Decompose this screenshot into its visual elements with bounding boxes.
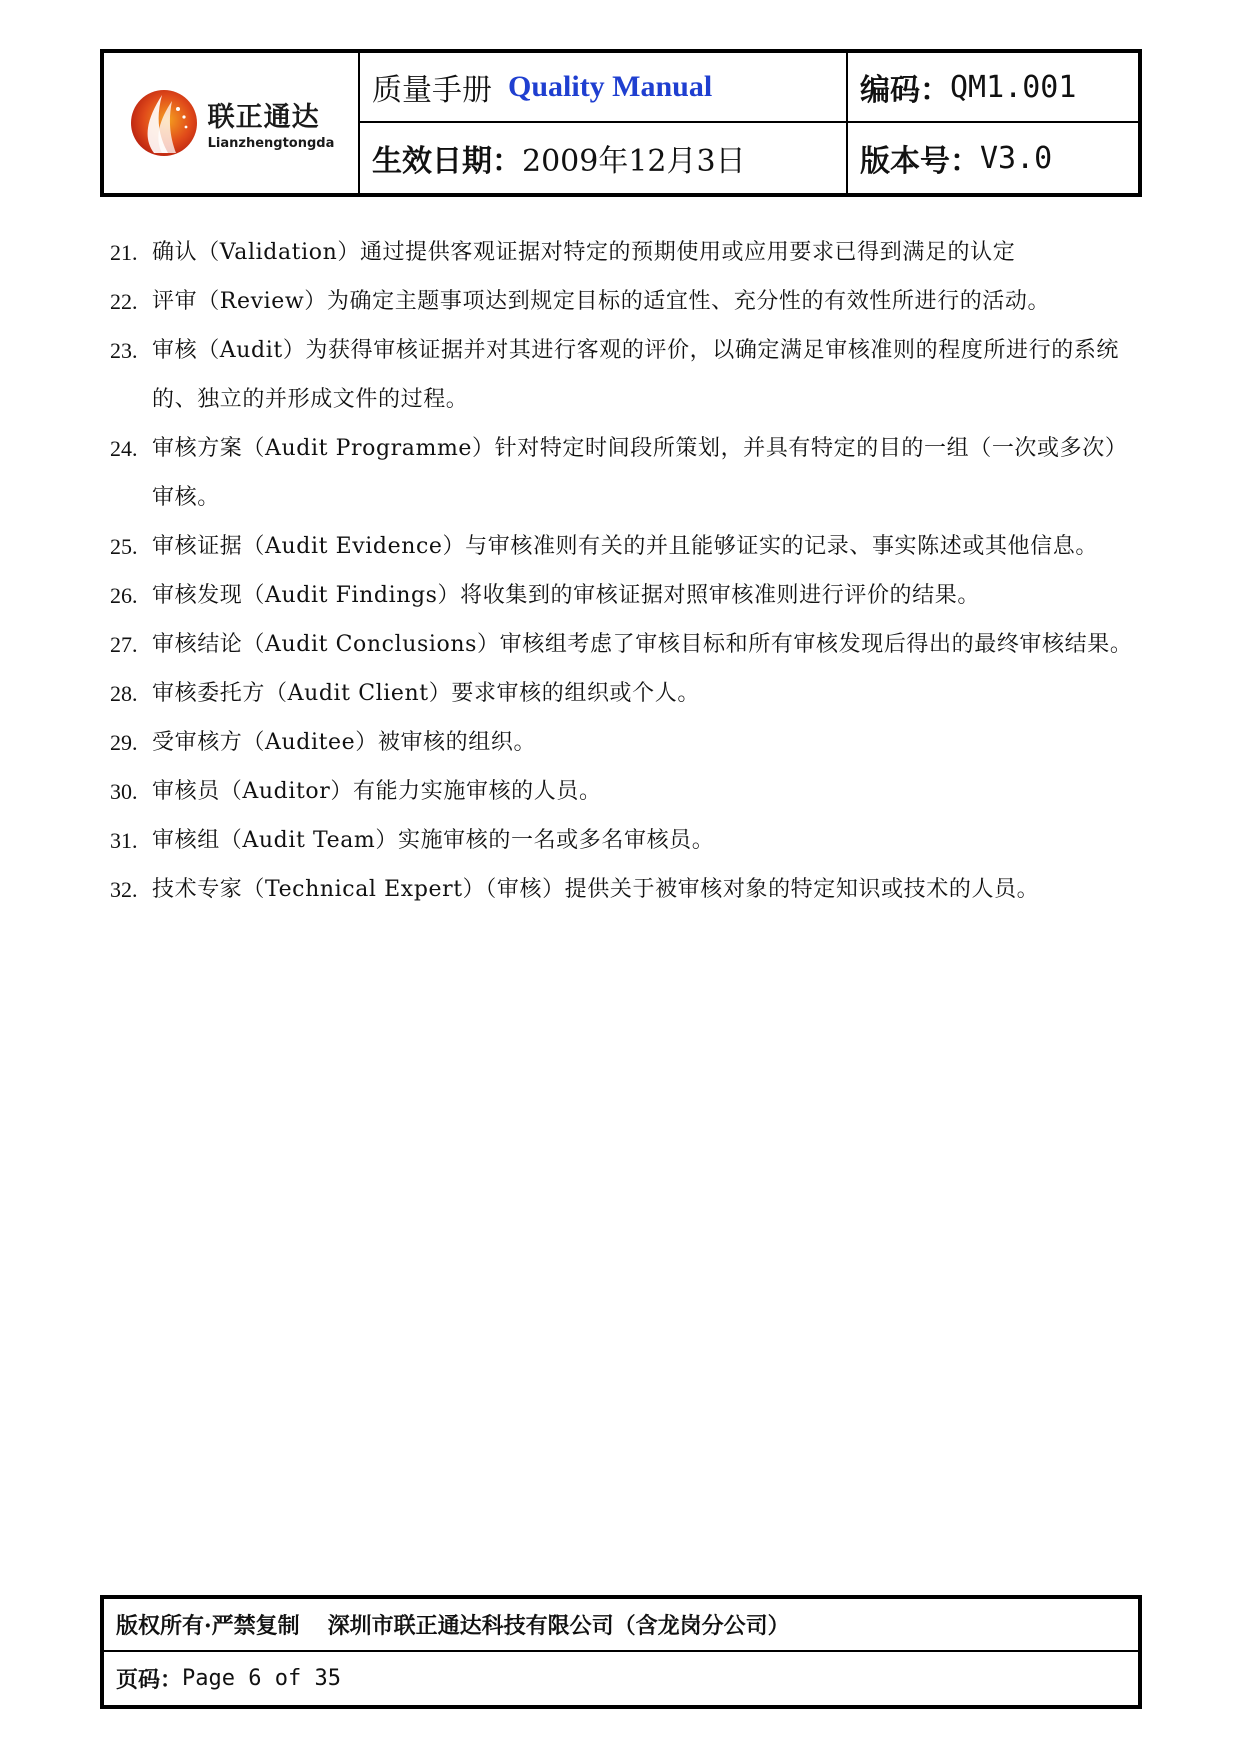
list-item <box>110 522 1140 571</box>
logo-en-text: Lianzhengtongda <box>207 136 335 151</box>
version-value: V3.0 <box>980 140 1053 176</box>
item-number: 25. <box>110 534 138 559</box>
item-number: 28. <box>110 681 138 706</box>
list-item <box>110 767 1140 816</box>
item-text: 审核结论（Audit Conclusions）审核组考虑了审核目标和所有审核发现后得出的最终审核结果。 <box>152 632 1133 657</box>
item-number: 21. <box>110 240 138 265</box>
item-number: 32. <box>110 877 138 902</box>
footer-page-row <box>104 1652 1138 1705</box>
list-item <box>110 326 1140 424</box>
logo-cell <box>104 53 360 193</box>
item-text: 审核委托方（Audit Client）要求审核的组织或个人。 <box>152 681 700 706</box>
version-cell <box>848 123 1138 193</box>
list-item <box>110 865 1140 914</box>
definitions-list <box>110 228 1140 914</box>
manual-title-cn: 质量手册 <box>372 73 492 108</box>
document-footer <box>100 1595 1142 1709</box>
item-text: 审核方案（Audit Programme）针对特定时间段所策划，并具有特定的目的一组（一次或多次）审核。 <box>152 436 1128 510</box>
item-text: 审核证据（Audit Evidence）与审核准则有关的并且能够证实的记录、事实陈述或其他信息。 <box>152 534 1098 559</box>
list-item <box>110 718 1140 767</box>
item-text: 受审核方（Auditee）被审核的组织。 <box>152 730 537 755</box>
item-number: 24. <box>110 436 138 461</box>
code-value: QM1.001 <box>950 69 1077 105</box>
item-number: 22. <box>110 289 138 314</box>
list-item <box>110 669 1140 718</box>
effective-date-cell <box>360 123 848 193</box>
item-number: 29. <box>110 730 138 755</box>
footer-copyright-row <box>104 1599 1138 1652</box>
copyright-notice: 版权所有·严禁复制 <box>116 1613 300 1639</box>
page-number: Page 6 of 35 <box>182 1666 341 1691</box>
title-cell <box>360 53 848 123</box>
effective-date-label: 生效日期： <box>372 144 522 179</box>
code-cell <box>848 53 1138 123</box>
item-text: 审核发现（Audit Findings）将收集到的审核证据对照审核准则进行评价的结果。 <box>152 583 980 608</box>
effective-date-value: 2009年12月3日 <box>522 144 746 179</box>
item-number: 31. <box>110 828 138 853</box>
item-number: 26. <box>110 583 138 608</box>
item-text: 审核（Audit）为获得审核证据并对其进行客观的评价，以确定满足审核准则的程度所进行的系统的、独立的并形成文件的过程。 <box>152 338 1120 412</box>
page-label: 页码： <box>116 1667 183 1693</box>
logo-cn-text: 联正通达 <box>207 102 320 133</box>
item-number: 27. <box>110 632 138 657</box>
company-logo <box>128 87 335 159</box>
list-item <box>110 816 1140 865</box>
item-number: 23. <box>110 338 138 363</box>
version-label: 版本号： <box>860 144 980 179</box>
item-text: 审核员（Auditor）有能力实施审核的人员。 <box>152 779 602 804</box>
list-item <box>110 424 1140 522</box>
item-text: 技术专家（Technical Expert）（审核）提供关于被审核对象的特定知识或技术的人员。 <box>152 877 1040 902</box>
list-item <box>110 620 1140 669</box>
item-text: 确认（Validation）通过提供客观证据对特定的预期使用或应用要求已得到满足的认定 <box>152 240 1016 265</box>
list-item <box>110 277 1140 326</box>
manual-title-en: Quality Manual <box>508 70 713 103</box>
item-text: 评审（Review）为确定主题事项达到规定目标的适宜性、充分性的有效性所进行的活动。 <box>152 289 1051 314</box>
flame-logo-icon <box>128 87 200 159</box>
code-label: 编码： <box>860 73 950 108</box>
item-text: 审核组（Audit Team）实施审核的一名或多名审核员。 <box>152 828 715 853</box>
list-item <box>110 571 1140 620</box>
list-item <box>110 228 1140 277</box>
document-header <box>100 49 1142 197</box>
item-number: 30. <box>110 779 138 804</box>
company-name: 深圳市联正通达科技有限公司（含龙岗分公司） <box>327 1613 790 1639</box>
